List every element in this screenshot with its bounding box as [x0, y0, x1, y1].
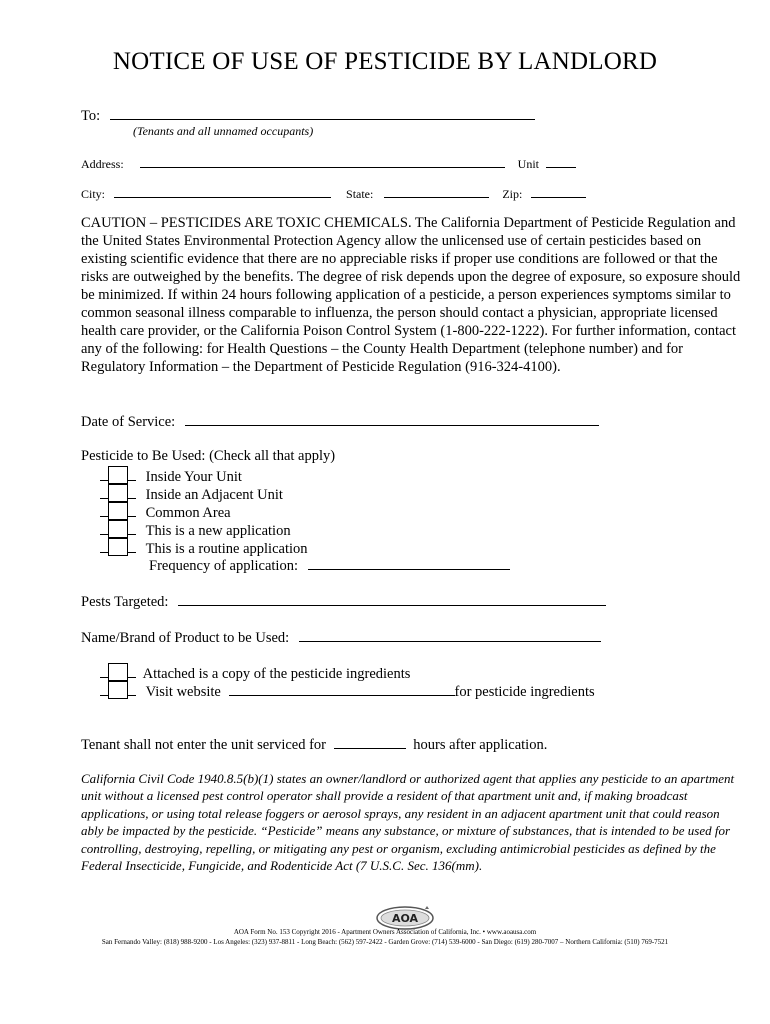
checkbox[interactable]: [108, 520, 128, 538]
pests-field[interactable]: [178, 592, 606, 606]
footer-offices: San Fernando Valley: (818) 988-9200 - Los Angeles: (323) 937-8811 - Long Beach: (562) 597-2422 - Garden Grove: (714) 539-6000 - San Diego: (619) 280-7007 – Northern California: (510) 769-7521: [101, 938, 669, 946]
checkbox-blank-line: [100, 468, 108, 481]
state-label: State:: [346, 187, 374, 201]
frequency-row: [149, 556, 510, 575]
pests-row: [81, 592, 606, 611]
checkbox-blank-line: [128, 683, 136, 696]
checkbox-blank-line: [128, 486, 136, 499]
ingredients-attached-option[interactable]: [100, 663, 410, 683]
date-of-service-row: [81, 412, 599, 431]
tenant-prefix: Tenant shall not enter the unit serviced for: [81, 737, 326, 753]
checkbox[interactable]: [108, 538, 128, 556]
checkbox-blank-line: [100, 486, 108, 499]
visit-website-label: Visit website: [145, 684, 221, 700]
checkbox-blank-line: [100, 683, 108, 696]
product-label: Name/Brand of Product to be Used:: [81, 630, 290, 646]
checkbox-blank-line: [128, 504, 136, 517]
product-row: [81, 628, 601, 647]
checkbox-blank-line: [128, 540, 136, 553]
option-label: This is a new application: [145, 523, 291, 539]
option-label: Inside an Adjacent Unit: [145, 487, 283, 503]
option-label: Inside Your Unit: [145, 469, 242, 485]
unit-field[interactable]: [546, 154, 576, 168]
checkbox[interactable]: [108, 681, 128, 699]
zip-field[interactable]: [531, 184, 586, 198]
unit-label: Unit: [517, 157, 540, 171]
tenant-suffix: hours after application.: [413, 737, 548, 753]
checkbox-blank-line: [100, 504, 108, 517]
pesticide-option-new-application[interactable]: [100, 520, 291, 540]
footer-copyright: AOA Form No. 153 Copyright 2016 - Apartment Owners Association of California, Inc. • www.aoausa.com: [233, 928, 537, 936]
caution-text: CAUTION – PESTICIDES ARE TOXIC CHEMICALS. The California Department of Pesticide Regulation and the United States Environmental Protection Agency allow the unlicensed use of certain pesticides based on existing scientific evidence that there are no appreciable risks if proper use conditions are followed or that the risks are outweighed by the benefits. The degree of risk depends upon the degree of exposure, so exposure should be minimized. If within 24 hours following application of a pesticide, a person experiences symptoms similar to common seasonal illness comparable to influenza, the person should contact a physician, appropriate licensed health care provider, or the California Poison Control System (1-800-222-1222). For further information, contact any of the following: for Health Questions – the County Health Department (telephone number) and for Regulatory Information – the Department of Pesticide Regulation (916-324-4100).: [81, 215, 741, 375]
pesticide-heading: Pesticide to Be Used: (Check all that apply): [81, 448, 336, 464]
checkbox-blank-line: [128, 468, 136, 481]
visit-website-suffix: for pesticide ingredients: [454, 684, 595, 700]
checkbox-blank-line: [100, 665, 108, 678]
checkbox-blank-line: [128, 665, 136, 678]
product-field[interactable]: [299, 628, 601, 642]
logo-text: AOA: [391, 912, 419, 925]
city-field[interactable]: [114, 184, 331, 198]
checkbox-blank-line: [100, 540, 108, 553]
frequency-label: Frequency of application:: [149, 558, 298, 574]
address-label: Address:: [81, 157, 124, 171]
address-row: [81, 154, 576, 172]
frequency-field[interactable]: [308, 556, 510, 570]
address-field[interactable]: [140, 154, 505, 168]
caution-paragraph: [81, 214, 741, 376]
website-field[interactable]: [229, 682, 455, 696]
to-row: [81, 106, 535, 125]
date-of-service-label: Date of Service:: [81, 414, 176, 430]
checkbox[interactable]: [108, 484, 128, 502]
pesticide-option-inside-unit[interactable]: [100, 466, 242, 486]
pesticide-option-routine-application[interactable]: [100, 538, 308, 558]
state-field[interactable]: [384, 184, 489, 198]
page-title: NOTICE OF USE OF PESTICIDE BY LANDLORD: [112, 48, 658, 75]
checkbox-blank-line: [128, 522, 136, 535]
ingredients-website-option[interactable]: [100, 681, 595, 701]
option-label: This is a routine application: [145, 541, 308, 557]
city-label: City:: [81, 187, 106, 201]
pesticide-option-common-area[interactable]: [100, 502, 231, 522]
to-field[interactable]: [110, 106, 535, 120]
checkbox[interactable]: [108, 502, 128, 520]
ingredients-attached-label: Attached is a copy of the pesticide ingredients: [142, 666, 411, 682]
city-row: [81, 184, 586, 202]
pesticide-option-adjacent-unit[interactable]: [100, 484, 283, 504]
zip-label: Zip:: [502, 187, 523, 201]
option-label: Common Area: [145, 505, 231, 521]
date-of-service-field[interactable]: [185, 412, 599, 426]
to-hint: (Tenants and all unnamed occupants): [133, 124, 314, 138]
hours-field[interactable]: [334, 735, 406, 749]
tenant-row: [81, 735, 547, 754]
checkbox[interactable]: [108, 466, 128, 484]
to-label: To:: [81, 108, 101, 124]
civil-code-paragraph: [81, 770, 741, 874]
checkbox-blank-line: [100, 522, 108, 535]
checkbox[interactable]: [108, 663, 128, 681]
pests-label: Pests Targeted:: [81, 594, 169, 610]
civil-code-text: California Civil Code 1940.8.5(b)(1) states an owner/landlord or authorized agent that applies any pesticide to an apartment unit without a licensed pest control operator shall provide a resident of that apartment unit and, if making broadcast applications, or using total release foggers or aerosol sprays, any resident in an adjacent apartment unit that could reason ably be impacted by the pesticide. “Pesticide” means any substance, or mixture of substances, that is intended to be used for controlling, destroying, repelling, or mitigating any pest or organism, excluding antimicrobial pesticides as defined by the Federal Insecticide, Fungicide, and Rodenticide Act (7 U.S.C. Sec. 136(mm).: [81, 771, 735, 874]
